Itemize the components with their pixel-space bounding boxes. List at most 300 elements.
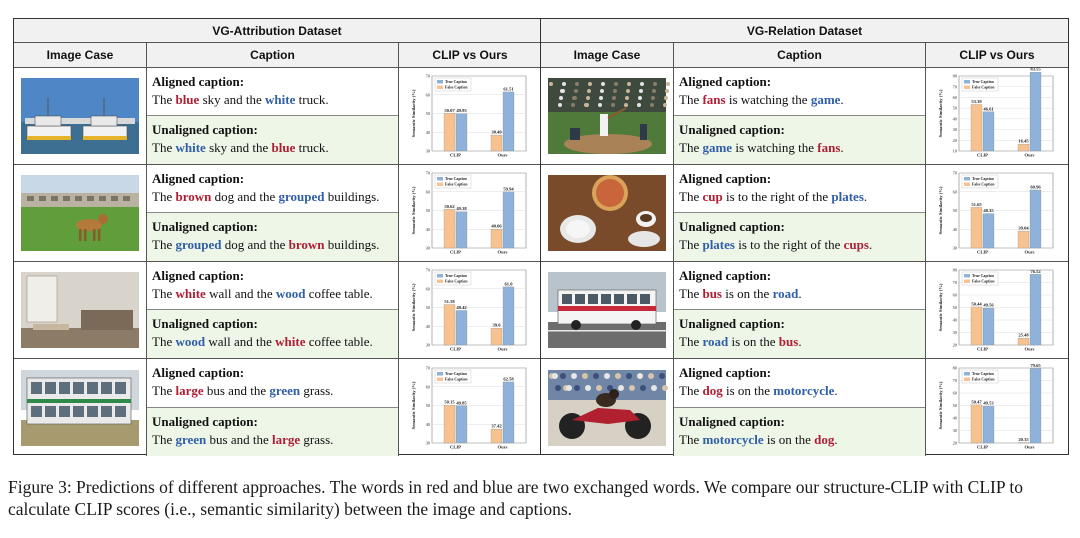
header-comparison: CLIP vs Ours [432,48,508,62]
caption-fragment: The [679,189,703,204]
y-tick-label: 60 [425,286,430,292]
legend-label: False Caption [445,85,468,90]
blue-word: road [772,286,799,301]
aligned-caption [674,262,925,310]
caption-fragment: bus and the [203,383,270,398]
fan [560,89,564,93]
photo-content [548,370,668,446]
person [637,373,643,379]
caption-fragment: . [863,189,868,204]
caption-cell [147,68,399,164]
caption-fragment: The [152,286,176,301]
legend-swatch [437,274,443,278]
bar-true-caption [456,114,467,151]
blue-word: plates [831,189,864,204]
caption-fragment: The [152,334,176,349]
bar-true-caption [503,381,514,442]
caption-fragment: is on the [763,431,815,447]
aligned-caption [147,68,398,116]
fan [624,103,628,107]
caption-text [679,187,921,206]
person [651,385,657,391]
bar-false-caption [444,209,455,248]
y-tick-label: 30 [952,127,957,133]
header-comparison: CLIP vs Ours [959,48,1035,62]
red-word: blue [271,140,296,155]
comparison-cell [926,359,1068,456]
column-headers [541,43,1068,68]
red-word: dog [702,383,723,398]
person [629,385,635,391]
similarity-chart [935,363,1059,453]
window [75,196,82,201]
fan [599,96,603,100]
legend-swatch [964,280,970,284]
column-headers [14,43,540,68]
y-tick-label: 30 [425,245,430,251]
caption-fragment: The [679,431,703,447]
caption-label: Aligned caption: [679,171,772,186]
y-tick-label: 70 [952,377,957,383]
fan [571,103,575,107]
bar-true-caption [456,212,467,248]
caption-fragment: The [152,189,176,204]
unaligned-caption [147,310,398,358]
y-tick-label: 40 [425,421,430,427]
upper-window [45,382,56,394]
y-tick-label: 20 [952,137,957,143]
bar-false-caption [491,135,502,151]
caption-fragment: . [868,237,873,252]
y-tick-label: 50 [425,305,430,311]
bar-value-label: 40.06 [491,223,502,229]
bar-true-caption [983,112,994,151]
road [548,322,666,348]
caption-fragment: buildings. [324,237,380,252]
caption-fragment: dog and the [211,189,279,204]
similarity-chart [408,168,532,258]
person [618,385,624,391]
person [560,373,566,379]
y-tick-label: 60 [425,92,430,98]
y-tick-label: 40 [425,226,430,232]
person [582,373,588,379]
table-leg [64,330,67,338]
upper-window [31,382,42,394]
bar-false-caption [491,229,502,248]
image-case-cell [14,359,147,456]
batter [600,114,608,136]
similarity-chart [935,66,1059,161]
y-tick-label: 50 [425,402,430,408]
y-tick-label: 40 [425,323,430,329]
y-tick-label: 30 [952,245,957,251]
fan [558,103,562,107]
bar-true-caption [1030,368,1041,443]
bus-window [614,294,624,304]
dog-head [98,214,108,224]
bar-value-label: 50.07 [444,107,455,113]
y-tick-label: 20 [952,342,957,348]
table-leg [35,330,38,338]
bar-false-caption [491,429,502,443]
x-tick-label: CLIP [450,249,461,255]
caption-cell [674,359,926,456]
caption-fragment: is on the [722,383,774,398]
blue-word: grouped [278,189,325,204]
fan [598,103,602,107]
y-tick-label: 50 [425,208,430,214]
x-tick-label: Ours [1024,444,1035,449]
caption-fragment: . [798,286,802,301]
caption-fragment: wall and the [205,286,276,301]
legend-label: True Caption [972,80,994,85]
caption-label: Unaligned caption: [679,413,785,429]
blue-word: motorcycle [702,431,764,447]
x-tick-label: CLIP [450,444,461,449]
caption-text [679,332,921,351]
living-room-photo [21,272,139,348]
x-tick-label: Ours [497,249,508,255]
lower-window [31,406,42,417]
unaligned-caption [147,213,398,261]
bar-false-caption [444,305,455,345]
person [615,373,621,379]
blue-word: white [175,140,206,155]
caption-fragment: sky and the [199,92,266,107]
photo-content [21,370,139,446]
person [662,385,668,391]
caption-label: Unaligned caption: [679,219,785,234]
fan [637,103,641,107]
y-tick-label: 60 [952,189,957,195]
caption-label: Unaligned caption: [152,413,258,429]
unaligned-caption [674,213,925,261]
y-tick-label: 70 [952,170,957,176]
caption-text [679,381,921,400]
caption-fragment: truck. [295,140,329,155]
y-tick-label: 30 [425,342,430,348]
caption-text [152,187,394,206]
blue-word: game [702,140,733,155]
y-tick-label: 80 [952,73,957,79]
caption-cell [674,68,926,164]
bar-value-label: 49.38 [456,206,467,212]
bar-value-label: 51.58 [444,299,455,305]
red-word: fans [702,92,726,107]
y-tick-label: 80 [952,267,957,273]
coffee [640,214,652,222]
coffee-table [33,324,69,330]
bar-value-label: 76.52 [1030,268,1041,274]
fan [650,103,654,107]
table-row [14,359,540,456]
y-tick-label: 50 [952,305,957,311]
caption-cell [147,359,399,456]
similarity-chart [408,71,532,161]
red-word: bus [702,286,722,301]
comparison-cell [926,165,1068,261]
photo-content [548,272,666,348]
y-tick-label: 10 [952,148,957,154]
bus-stripe [27,399,131,403]
legend-label: False Caption [972,85,995,90]
caption-fragment: . [840,140,844,155]
upper-window [73,382,84,394]
fan [613,89,617,93]
y-tick-label: 60 [425,189,430,195]
header-image-case: Image Case [14,43,147,67]
street-bus-photo [548,272,666,348]
bus-window [627,294,637,304]
caption-text [679,235,921,254]
catcher [570,128,580,140]
x-tick-label: Ours [497,346,508,352]
bar-value-label: 50.15 [444,399,455,405]
similarity-chart [408,265,532,355]
saucer [628,231,660,247]
image-case-cell [541,165,674,261]
blue-word: grouped [175,237,222,252]
bar-value-label: 46.61 [983,106,994,112]
bar-true-caption [1030,72,1041,151]
bar-value-label: 79.65 [1030,362,1041,368]
y-tick-label: 70 [425,267,430,273]
legend-label: False Caption [972,377,995,382]
header-image-case: Image Case [541,43,674,67]
aligned-caption [147,165,398,213]
bar-value-label: 51.65 [971,201,982,207]
sky [21,78,139,122]
y-axis-label: Semantic Similarity (%) [411,89,416,138]
upper-window [101,382,112,394]
y-tick-label: 70 [952,280,957,286]
fan [664,96,668,100]
legend-swatch [437,86,443,90]
unaligned-caption [147,116,398,164]
bar-value-label: 50.62 [444,203,455,209]
bar-true-caption [1030,274,1041,345]
window [27,276,57,322]
caption-fragment: . [834,431,838,447]
bar-false-caption [444,405,455,443]
legend-swatch [437,80,443,84]
y-axis-label: Semantic Similarity (%) [938,381,943,429]
person [555,385,561,391]
bar-true-caption [503,287,514,345]
caption-text [679,284,921,303]
caption-fragment: The [679,286,703,301]
bus-window [601,294,611,304]
fan [665,89,669,93]
y-tick-label: 70 [425,73,430,79]
bar-value-label: 53.39 [971,99,982,105]
x-tick-label: CLIP [977,249,988,255]
blue-word: road [702,334,729,349]
blue-word: plates [702,237,735,252]
y-tick-label: 50 [425,111,430,117]
window [51,196,58,201]
bus-window [640,294,650,304]
y-axis-label: Semantic Similarity (%) [411,186,416,235]
red-word: bus [778,334,799,349]
caption-label: Aligned caption: [679,268,772,283]
y-axis-label: Semantic Similarity (%) [411,283,416,332]
bar-value-label: 16.45 [1018,138,1029,144]
bar-false-caption [1018,144,1029,151]
legend-label: False Caption [445,182,468,187]
person [626,373,632,379]
table-row [14,262,540,359]
caption-fragment: The [679,334,703,349]
x-tick-label: CLIP [450,152,461,158]
bar-true-caption [456,310,467,345]
y-tick-label: 30 [952,427,957,433]
bar-value-label: 39.0 [492,322,501,328]
photo-content [21,272,139,348]
y-tick-label: 60 [425,383,430,389]
bar-false-caption [491,328,502,345]
boats-photo [21,78,139,154]
table-row [14,165,540,262]
person [596,385,602,391]
y-tick-label: 20 [952,440,957,446]
dog-leg [98,229,101,241]
red-word: dog [814,431,835,447]
caption-fragment: The [679,237,703,252]
upper-window [87,382,98,394]
bar-false-caption [444,113,455,151]
bar-true-caption [983,308,994,345]
bar-value-label: 59.94 [503,186,514,192]
image-case-cell [541,359,674,456]
red-word: large [175,383,204,398]
wheel [631,320,641,330]
legend-swatch [964,80,970,84]
plate-center [566,220,590,238]
bar-false-caption [971,307,982,345]
bar-value-label: 20.35 [1018,436,1029,442]
aligned-caption [674,359,925,408]
caption-text [679,90,921,109]
aligned-caption [674,68,925,116]
legend-label: False Caption [445,279,468,284]
y-tick-label: 40 [425,129,430,135]
fan [600,89,604,93]
fan [559,96,563,100]
upper-window [115,382,126,394]
bar-value-label: 83.55 [1030,66,1041,72]
bar-value-label: 61.0 [504,281,513,287]
window [87,196,94,201]
blue-word: wood [175,334,206,349]
caption-fragment: coffee table. [305,286,373,301]
y-tick-label: 70 [425,170,430,176]
window [63,196,70,201]
bar-value-label: 61.51 [503,86,514,92]
bar-value-label: 60.96 [1030,184,1041,190]
unaligned-caption [147,408,398,457]
caption-label: Aligned caption: [152,171,245,186]
bar-true-caption [983,214,994,248]
fan [640,82,644,86]
legend-label: False Caption [972,182,995,187]
caption-label: Aligned caption: [152,268,245,283]
caption-label: Aligned caption: [152,74,245,89]
image-case-cell [541,68,674,164]
red-word: brown [288,237,325,252]
photo-content [548,78,670,154]
y-tick-label: 80 [952,365,957,371]
legend-label: True Caption [445,274,467,279]
red-word: cup [702,189,723,204]
bar-value-label: 62.58 [503,375,514,381]
pizza-table-photo [548,175,666,251]
boat-cabin [35,116,61,126]
y-tick-label: 50 [952,105,957,111]
person [659,373,665,379]
person [566,385,572,391]
person [571,373,577,379]
image-case-cell [14,262,147,358]
person [640,385,646,391]
bar-value-label: 48.35 [983,208,994,214]
red-word: white [175,286,206,301]
y-tick-label: 50 [952,402,957,408]
lower-window [59,406,70,417]
caption-text [152,381,394,400]
caption-fragment: The [152,383,176,398]
aligned-caption [674,165,925,213]
caption-fragment: The [152,140,176,155]
bus-window [575,294,585,304]
window [39,196,46,201]
bar-value-label: 49.56 [983,302,994,308]
legend-swatch [964,274,970,278]
image-case-cell [14,68,147,164]
caption-text [152,235,394,254]
caption-fragment: wall and the [205,334,276,349]
bar-false-caption [1018,231,1029,248]
bus-photo [21,370,139,446]
fan [572,96,576,100]
y-tick-label: 30 [952,330,957,336]
fan [575,82,579,86]
fan [626,89,630,93]
y-axis-label: Semantic Similarity (%) [938,186,943,235]
figure-table [13,18,1069,455]
bar-value-label: 48.42 [456,304,467,310]
fan [651,96,655,100]
blue-word: game [810,92,841,107]
legend-swatch [437,280,443,284]
x-tick-label: CLIP [450,346,461,352]
fan [549,82,553,86]
lower-window [87,406,98,417]
caption-fragment: dog and the [221,237,289,252]
bar-value-label: 37.42 [491,423,502,429]
window [99,196,106,201]
legend-swatch [964,377,970,381]
header-caption: Caption [674,43,926,67]
x-tick-label: CLIP [977,152,988,158]
comparison-cell [399,165,541,261]
fan [638,96,642,100]
bar-true-caption [503,92,514,151]
x-tick-label: CLIP [977,444,988,449]
caption-fragment: is watching the [732,140,818,155]
caption-fragment: buildings. [324,189,380,204]
